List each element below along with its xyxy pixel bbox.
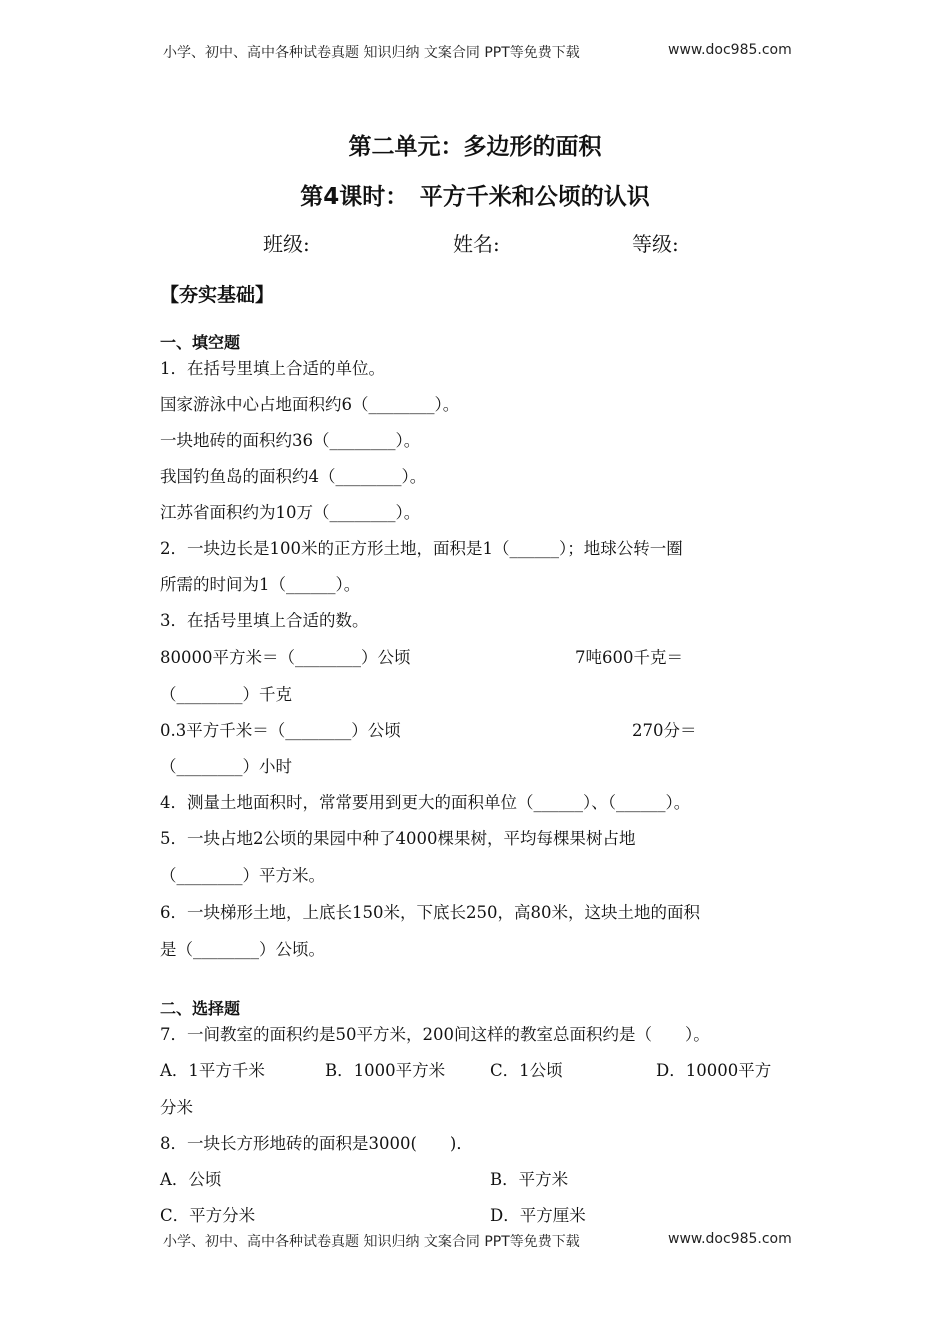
question-2-line1: 2．一块边长是100米的正方形土地，面积是1（______）；地球公转一圈 xyxy=(160,539,683,558)
q7-option-d: D．10000平方 xyxy=(656,1061,772,1080)
question-3c: （________）千克 xyxy=(160,685,292,704)
q8-option-b: B．平方米 xyxy=(490,1170,569,1189)
question-3: 3．在括号里填上合适的数。 xyxy=(160,611,369,630)
name-label: 姓名: xyxy=(453,232,500,256)
question-4: 4．测量土地面积时，常常要用到更大的面积单位（______）、（______）。 xyxy=(160,793,691,812)
q8-option-a: A．公顷 xyxy=(160,1170,222,1189)
question-1d: 江苏省面积约为10万（________）。 xyxy=(160,503,421,522)
q8-option-c: C．平方分米 xyxy=(160,1206,256,1225)
q7-option-a: A．1平方千米 xyxy=(160,1061,265,1080)
grade-label: 等级: xyxy=(632,232,679,256)
header-left-text: 小学、初中、高中各种试卷真题 知识归纳 文案合同 PPT等免费下载 xyxy=(163,45,580,61)
lesson-title: 第4课时： 平方千米和公顷的认识 xyxy=(300,184,650,210)
question-1c: 我国钓鱼岛的面积约4（________）。 xyxy=(160,467,427,486)
section-heading: 【夯实基础】 xyxy=(160,284,275,306)
question-3a: 80000平方米＝（________）公顷 xyxy=(160,648,411,667)
q7-option-c: C．1公顷 xyxy=(490,1061,563,1080)
question-2-line2: 所需的时间为1（______）。 xyxy=(160,575,361,594)
header-url: www.doc985.com xyxy=(668,42,792,58)
question-3b: 7吨600千克＝ xyxy=(575,648,683,667)
part-fill-blank-heading: 一、填空题 xyxy=(160,333,241,352)
question-1a: 国家游泳中心占地面积约6（________）。 xyxy=(160,395,460,414)
question-3d: 0.3平方千米＝（________）公顷 xyxy=(160,721,401,740)
question-5-line2: （________）平方米。 xyxy=(160,866,325,885)
question-1: 1．在括号里填上合适的单位。 xyxy=(160,359,385,378)
question-6-line2: 是（________）公顷。 xyxy=(160,940,325,959)
question-8: 8．一块长方形地砖的面积是3000( )． xyxy=(160,1134,473,1153)
class-label: 班级: xyxy=(263,232,310,256)
footer-left-text: 小学、初中、高中各种试卷真题 知识归纳 文案合同 PPT等免费下载 xyxy=(163,1234,580,1250)
q8-option-d: D．平方厘米 xyxy=(490,1206,586,1225)
question-1b: 一块地砖的面积约36（________）。 xyxy=(160,431,421,450)
part-choice-heading: 二、选择题 xyxy=(160,999,241,1018)
footer-url: www.doc985.com xyxy=(668,1231,792,1247)
question-6-line1: 6．一块梯形土地，上底长150米，下底长250，高80米，这块土地的面积 xyxy=(160,903,700,922)
question-5-line1: 5．一块占地2公顷的果园中种了4000棵果树，平均每棵果树占地 xyxy=(160,829,636,848)
question-7: 7．一间教室的面积约是50平方米，200间这样的教室总面积约是（ ）。 xyxy=(160,1025,710,1044)
question-3f: （________）小时 xyxy=(160,757,292,776)
unit-title: 第二单元：多边形的面积 xyxy=(348,134,602,160)
question-3e: 270分＝ xyxy=(632,721,697,740)
q7-option-b: B．1000平方米 xyxy=(325,1061,446,1080)
q7-option-d-tail: 分米 xyxy=(160,1098,193,1117)
